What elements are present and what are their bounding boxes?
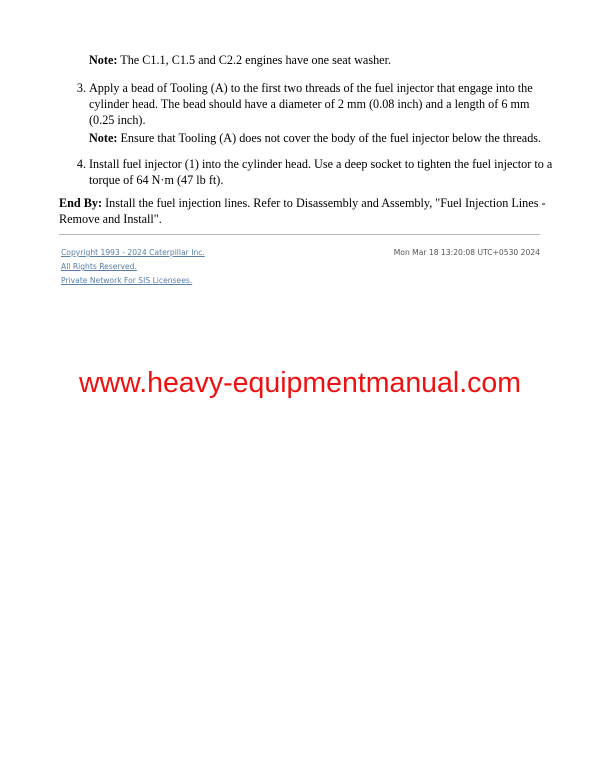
footer-divider — [59, 234, 540, 235]
note-label: Note: — [89, 53, 118, 67]
end-by-text: Install the fuel injection lines. Refer to Disassembly and Assembly, "Fuel Injection Lines - Remove and Install". — [59, 196, 546, 226]
note-label: Note: — [89, 131, 118, 145]
step-text: Install fuel injector (1) into the cylinder head. Use a deep socket to tighten the fuel injector to a torque of 64 N·m (47 lb ft). — [89, 157, 553, 187]
step-text: Apply a bead of Tooling (A) to the first two threads of the fuel injector that engage into the cylinder head. The bead should have a diameter of 2 mm (0.08 inch) and a length of 6 mm (0.25 inch). — [89, 81, 533, 127]
note-text: The C1.1, C1.5 and C2.2 engines have one seat washer. — [117, 53, 392, 67]
step-number: 4. — [76, 157, 86, 171]
step-number: 3. — [76, 81, 86, 95]
timestamp: Mon Mar 18 13:20:08 UTC+0530 2024 — [393, 248, 540, 257]
note-tooling — [89, 130, 559, 146]
note-text: Ensure that Tooling (A) does not cover the body of the fuel injector below the threads. — [117, 131, 542, 145]
rights-link[interactable]: All Rights Reserved. — [61, 262, 137, 271]
note-seat-washer — [89, 52, 559, 68]
watermark-text: www.heavy-equipmentmanual.com — [79, 367, 521, 399]
end-by-label: End By: — [59, 196, 103, 210]
copyright-link[interactable]: Copyright 1993 - 2024 Caterpillar Inc. — [61, 248, 205, 257]
network-link[interactable]: Private Network For SIS Licensees. — [61, 276, 193, 285]
end-by-paragraph — [59, 195, 549, 227]
